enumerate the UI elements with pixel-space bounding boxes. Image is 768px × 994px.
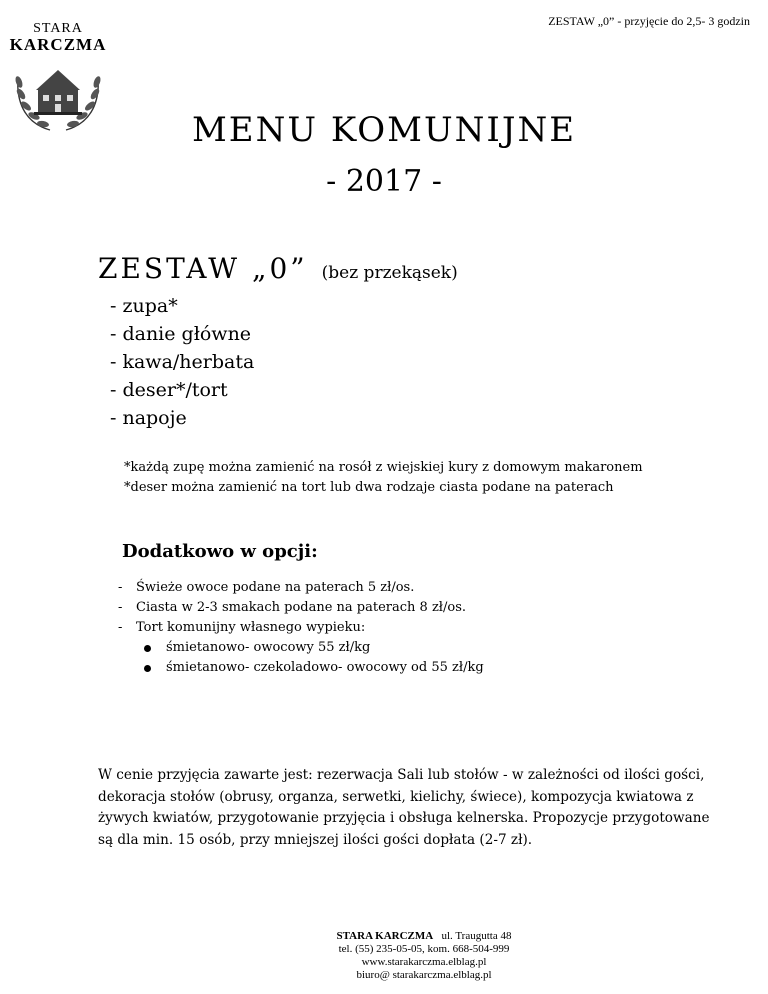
list-item: - Ciasta w 2-3 smakach podane na paterach 8 zł/os. — [118, 600, 467, 615]
note-soup: *każdą zupę można zamienić na rosół z wiejskiej kury z domowym makaronem — [124, 460, 643, 475]
included-services-paragraph: W cenie przyjęcia zawarte jest: rezerwacja Sali lub stołów - w zależności od ilości gości, dekoracja stołów (obrusy, organza, serwetki, kielichy, świece), kompozycja kwiatowa z żywych kwiatów, przygotowanie przyjęcia i obsługa kelnerska. Propozycje przygotowane są dla min. 15 osób, przy mniejszej ilości gości dopłata (2-7 zł). — [98, 767, 710, 848]
page-title: MENU KOMUNIJNE — [191, 110, 577, 150]
set-name: ZESTAW „0” — [98, 252, 308, 285]
extras-title: Dodatkowo w opcji: — [122, 541, 318, 562]
header-note: ZESTAW „0” - przyjęcie do 2,5- 3 godzin — [548, 14, 750, 28]
footer — [0, 930, 768, 982]
cake-options-list — [136, 638, 484, 678]
extra-label: Tort komunijny własnego wypieku: — [136, 620, 366, 635]
set-items-list — [110, 292, 254, 432]
footer-address: ul. Traugutta 48 — [441, 930, 512, 942]
extra-label: Świeże owoce podane na paterach 5 zł/os. — [136, 580, 415, 595]
footer-email: biuro@ starakarczma.elblag.pl — [356, 969, 492, 981]
cake-option-label: śmietanowo- owocowy 55 zł/kg — [166, 640, 371, 655]
notes — [124, 458, 764, 498]
list-item: - napoje — [110, 407, 187, 429]
logo-line-2: KARCZMA — [9, 35, 107, 54]
page-year: - 2017 - — [326, 164, 442, 199]
set-title — [98, 252, 458, 285]
cake-option-label: śmietanowo- czekoladowo- owocowy od 55 zł/kg — [166, 660, 484, 675]
bullet-icon — [144, 665, 151, 672]
footer-name: STARA KARCZMA — [336, 930, 434, 942]
bullet-icon — [144, 645, 151, 652]
footer-website: www.starakarczma.elblag.pl — [361, 956, 487, 968]
list-item: - deser*/tort — [110, 379, 228, 401]
list-item: - danie główne — [110, 323, 252, 345]
note-dessert: *deser można zamienić na tort lub dwa rodzaje ciasta podane na paterach — [124, 480, 614, 495]
list-item: - Świeże owoce podane na paterach 5 zł/os. — [118, 580, 415, 595]
footer-name-line — [0, 930, 768, 943]
list-item: - zupa* — [110, 295, 178, 317]
list-item: - Tort komunijny własnego wypieku: śmietanowo- owocowy 55 zł/kg śmietanowo- czekoladowo- owocowy od 55 zł/kg — [118, 618, 484, 678]
footer-phone: tel. (55) 235-05-05, kom. 668-504-999 — [338, 943, 510, 955]
list-item: - kawa/herbata — [110, 351, 255, 373]
list-item — [134, 658, 484, 678]
list-item — [134, 638, 484, 658]
extras-list — [118, 578, 484, 678]
logo-line-1: STARA — [33, 21, 83, 36]
extra-label: Ciasta w 2-3 smakach podane na paterach 8 zł/os. — [136, 600, 467, 615]
set-subtitle: (bez przekąsek) — [321, 263, 458, 283]
